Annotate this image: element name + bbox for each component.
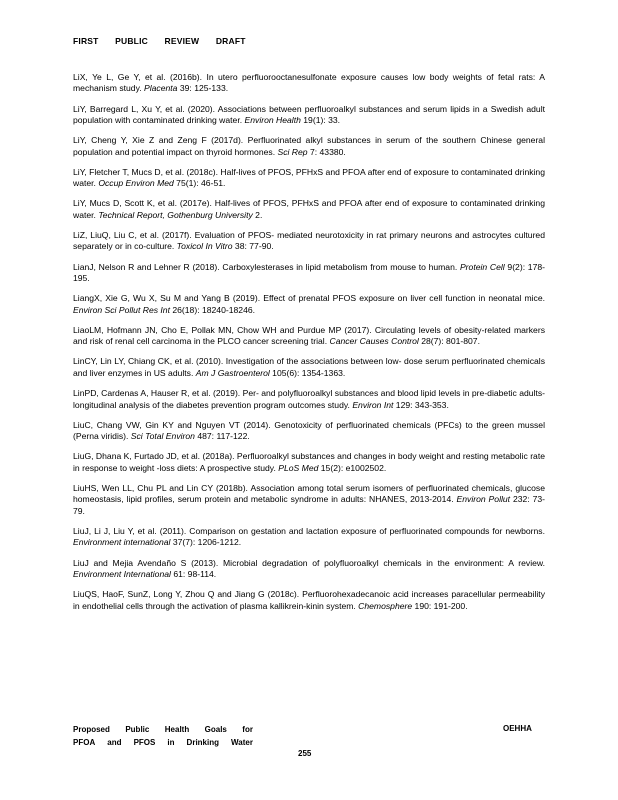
reference-citation: 2. — [252, 209, 263, 220]
reference-citation: 15(2): e1002502. — [318, 462, 387, 473]
footer-word: PFOS — [133, 737, 156, 747]
reference-text: LiuHS, Wen LL, Chu PL and Lin CY (2018b). Association among total serum isomers of perfluorinated chemicals, glucose homeostasis, lipid profiles, serum protein and metabolic syndrome in adults: NHANES, 2013-2014. — [73, 482, 545, 505]
footer-title — [73, 724, 253, 749]
reference-entry — [73, 420, 545, 443]
reference-entry — [73, 589, 545, 612]
reference-entry — [73, 230, 545, 253]
footer-word: Proposed — [73, 725, 110, 734]
reference-citation: 487: 117-122. — [194, 431, 250, 442]
page-number: 255 — [298, 749, 312, 758]
reference-entry — [73, 72, 545, 95]
reference-citation: 26(18): 18240-18246. — [169, 304, 256, 315]
reference-text: LianJ, Nelson R and Lehner R (2018). Carboxylesterases in lipid metabolism from mouse to human. — [73, 261, 460, 272]
footer-word: Goals — [204, 725, 227, 734]
reference-citation: 61: 98-114. — [170, 568, 217, 579]
reference-citation: 9(2): 178-195. — [73, 261, 545, 284]
page-header — [73, 36, 260, 46]
reference-journal: Environ Pollut — [456, 494, 511, 505]
reference-text: LiuC, Chang VW, Gin KY and Nguyen VT (2014). Genotoxicity of perfluorinated chemicals (PFCs) to the green mussel (Perna viridis). — [73, 419, 545, 442]
footer-agency: OEHHA — [503, 724, 532, 733]
reference-citation: 129: 343-353. — [393, 399, 449, 410]
reference-journal: Protein Cell — [459, 261, 505, 272]
reference-citation: 19(1): 33. — [300, 115, 341, 126]
reference-journal: Toxicol In Vitro — [176, 241, 233, 252]
reference-text: LiZ, LiuQ, Liu C, et al. (2017f). Evaluation of PFOS- mediated neurotoxicity in rat primary neurons and astrocytes cultured separately or in co-culture. — [73, 230, 545, 252]
reference-entry — [73, 293, 545, 316]
reference-journal: Environment international — [73, 537, 171, 548]
reference-journal: Occup Environ Med — [98, 178, 174, 189]
reference-citation: 75(1): 46-51. — [173, 178, 226, 189]
reference-entry — [73, 483, 545, 517]
reference-journal: Sci Total Environ — [130, 431, 195, 442]
reference-entry — [73, 104, 545, 127]
footer-word: in — [167, 737, 175, 747]
reference-citation: 232: 73-79. — [73, 494, 546, 516]
header-word: REVIEW — [164, 36, 200, 46]
reference-text: LiuJ and Mejia Avendaño S (2013). Microbial degradation of polyfluoroalkyl chemicals in the environment: A review. — [73, 557, 545, 568]
reference-journal: Environ Health — [244, 115, 301, 126]
footer-word: Public — [125, 725, 150, 734]
reference-text: LiY, Cheng Y, Xie Z and Zeng F (2017d). Perfluorinated alkyl substances in serum of the southern Chinese general population and potential impact on thyroid hormones. — [73, 135, 545, 157]
reference-entry — [73, 356, 545, 379]
reference-text: LiuQS, HaoF, SunZ, Long Y, Zhou Q and Jiang G (2018c). Perfluorohexadecanoic acid increases paracellular permeability in endothelial cells through the activation of plasma kallikrein-kinin system. — [73, 589, 545, 611]
reference-entry — [73, 526, 545, 549]
reference-citation: 39: 125-133. — [177, 83, 229, 94]
header-word: PUBLIC — [115, 36, 148, 46]
reference-journal: Cancer Causes Control — [329, 336, 419, 347]
reference-text: LiY, Fletcher T, Mucs D, et al. (2018c). Half-lives of PFOS, PFHxS and PFOA after end of exposure to contaminated drinking water. — [73, 166, 545, 189]
footer-title-line — [73, 724, 253, 737]
footer-word: Water — [231, 737, 253, 747]
reference-text: LiY, Mucs D, Scott K, et al. (2017e). Half-lives of PFOS, PFHxS and PFOA after end of exposure to contaminated drinking water. — [73, 198, 545, 220]
reference-entry — [73, 198, 545, 221]
reference-text: LiY, Barregard L, Xu Y, et al. (2020). Associations between perfluoroalkyl substances and serum lipids in a Swedish adult population with contaminated drinking water. — [73, 103, 545, 126]
reference-text: LiuG, Dhana K, Furtado JD, et al. (2018a). Perfluoroalkyl substances and changes in body weight and resting metabolic rate in response to weight -loss diets: A prospective study. — [73, 451, 545, 473]
reference-citation: 190: 191-200. — [412, 600, 468, 611]
reference-journal: Environ Sci Pollut Res Int — [73, 304, 170, 315]
reference-text: LiuJ, Li J, Liu Y, et al. (2011). Comparison on gestation and lactation exposure of perfluorinated compounds for newborns. — [73, 525, 545, 536]
reference-citation: 105(6): 1354-1363. — [269, 367, 346, 378]
reference-text: LiaoLM, Hofmann JN, Cho E, Pollak MN, Chow WH and Purdue MP (2017). Circulating levels of obesity-related markers and risk of renal cell carcinoma in the PLCO cancer screening trial. — [73, 324, 545, 347]
reference-journal: Am J Gastroenterol — [195, 367, 270, 378]
reference-list — [73, 72, 545, 621]
header-word: FIRST — [73, 36, 99, 46]
reference-text: LiangX, Xie G, Wu X, Su M and Yang B (2019). Effect of prenatal PFOS exposure on liver cell function in neonatal mice. — [73, 293, 545, 304]
reference-text: LinPD, Cardenas A, Hauser R, et al. (2019). Per- and polyfluoroalkyl substances and blood lipid levels in pre-diabetic adults-longitudinal analysis of the diabetes prevention program outcomes study. — [73, 388, 545, 410]
reference-journal: PLoS Med — [278, 462, 319, 473]
footer-word: Health — [164, 725, 190, 734]
reference-entry — [73, 167, 545, 190]
footer-word: Drinking — [186, 737, 219, 747]
footer-word: and — [107, 737, 122, 747]
reference-entry — [73, 325, 545, 348]
footer-title-line — [73, 737, 253, 750]
reference-citation: 28(7): 801-807. — [418, 336, 480, 347]
reference-citation: 37(7): 1206-1212. — [170, 537, 242, 548]
reference-journal: Technical Report, Gothenburg University — [98, 209, 253, 220]
reference-entry — [73, 135, 545, 158]
reference-citation: 7: 43380. — [307, 146, 346, 157]
reference-journal: Environ Int — [352, 399, 394, 410]
reference-journal: Placenta — [144, 83, 178, 94]
footer-word: for — [242, 725, 253, 734]
reference-entry — [73, 388, 545, 411]
reference-entry — [73, 558, 545, 581]
reference-journal: Sci Rep — [277, 146, 308, 157]
header-word: DRAFT — [215, 36, 246, 46]
reference-text: LiX, Ye L, Ge Y, et al. (2016b). In utero perfluorooctanesulfonate exposure causes low body weights of fetal rats: A mechanism study. — [73, 72, 545, 94]
reference-citation: 38: 77-90. — [232, 241, 274, 252]
reference-entry — [73, 451, 545, 474]
reference-entry — [73, 262, 545, 285]
footer-word: PFOA — [73, 737, 96, 747]
reference-text: LinCY, Lin LY, Chiang CK, et al. (2010). Investigation of the associations between low- dose serum perfluorinated chemicals and liver enzymes in US adults. — [73, 356, 545, 378]
reference-journal: Chemosphere — [358, 600, 413, 611]
reference-journal: Environment International — [73, 568, 171, 579]
